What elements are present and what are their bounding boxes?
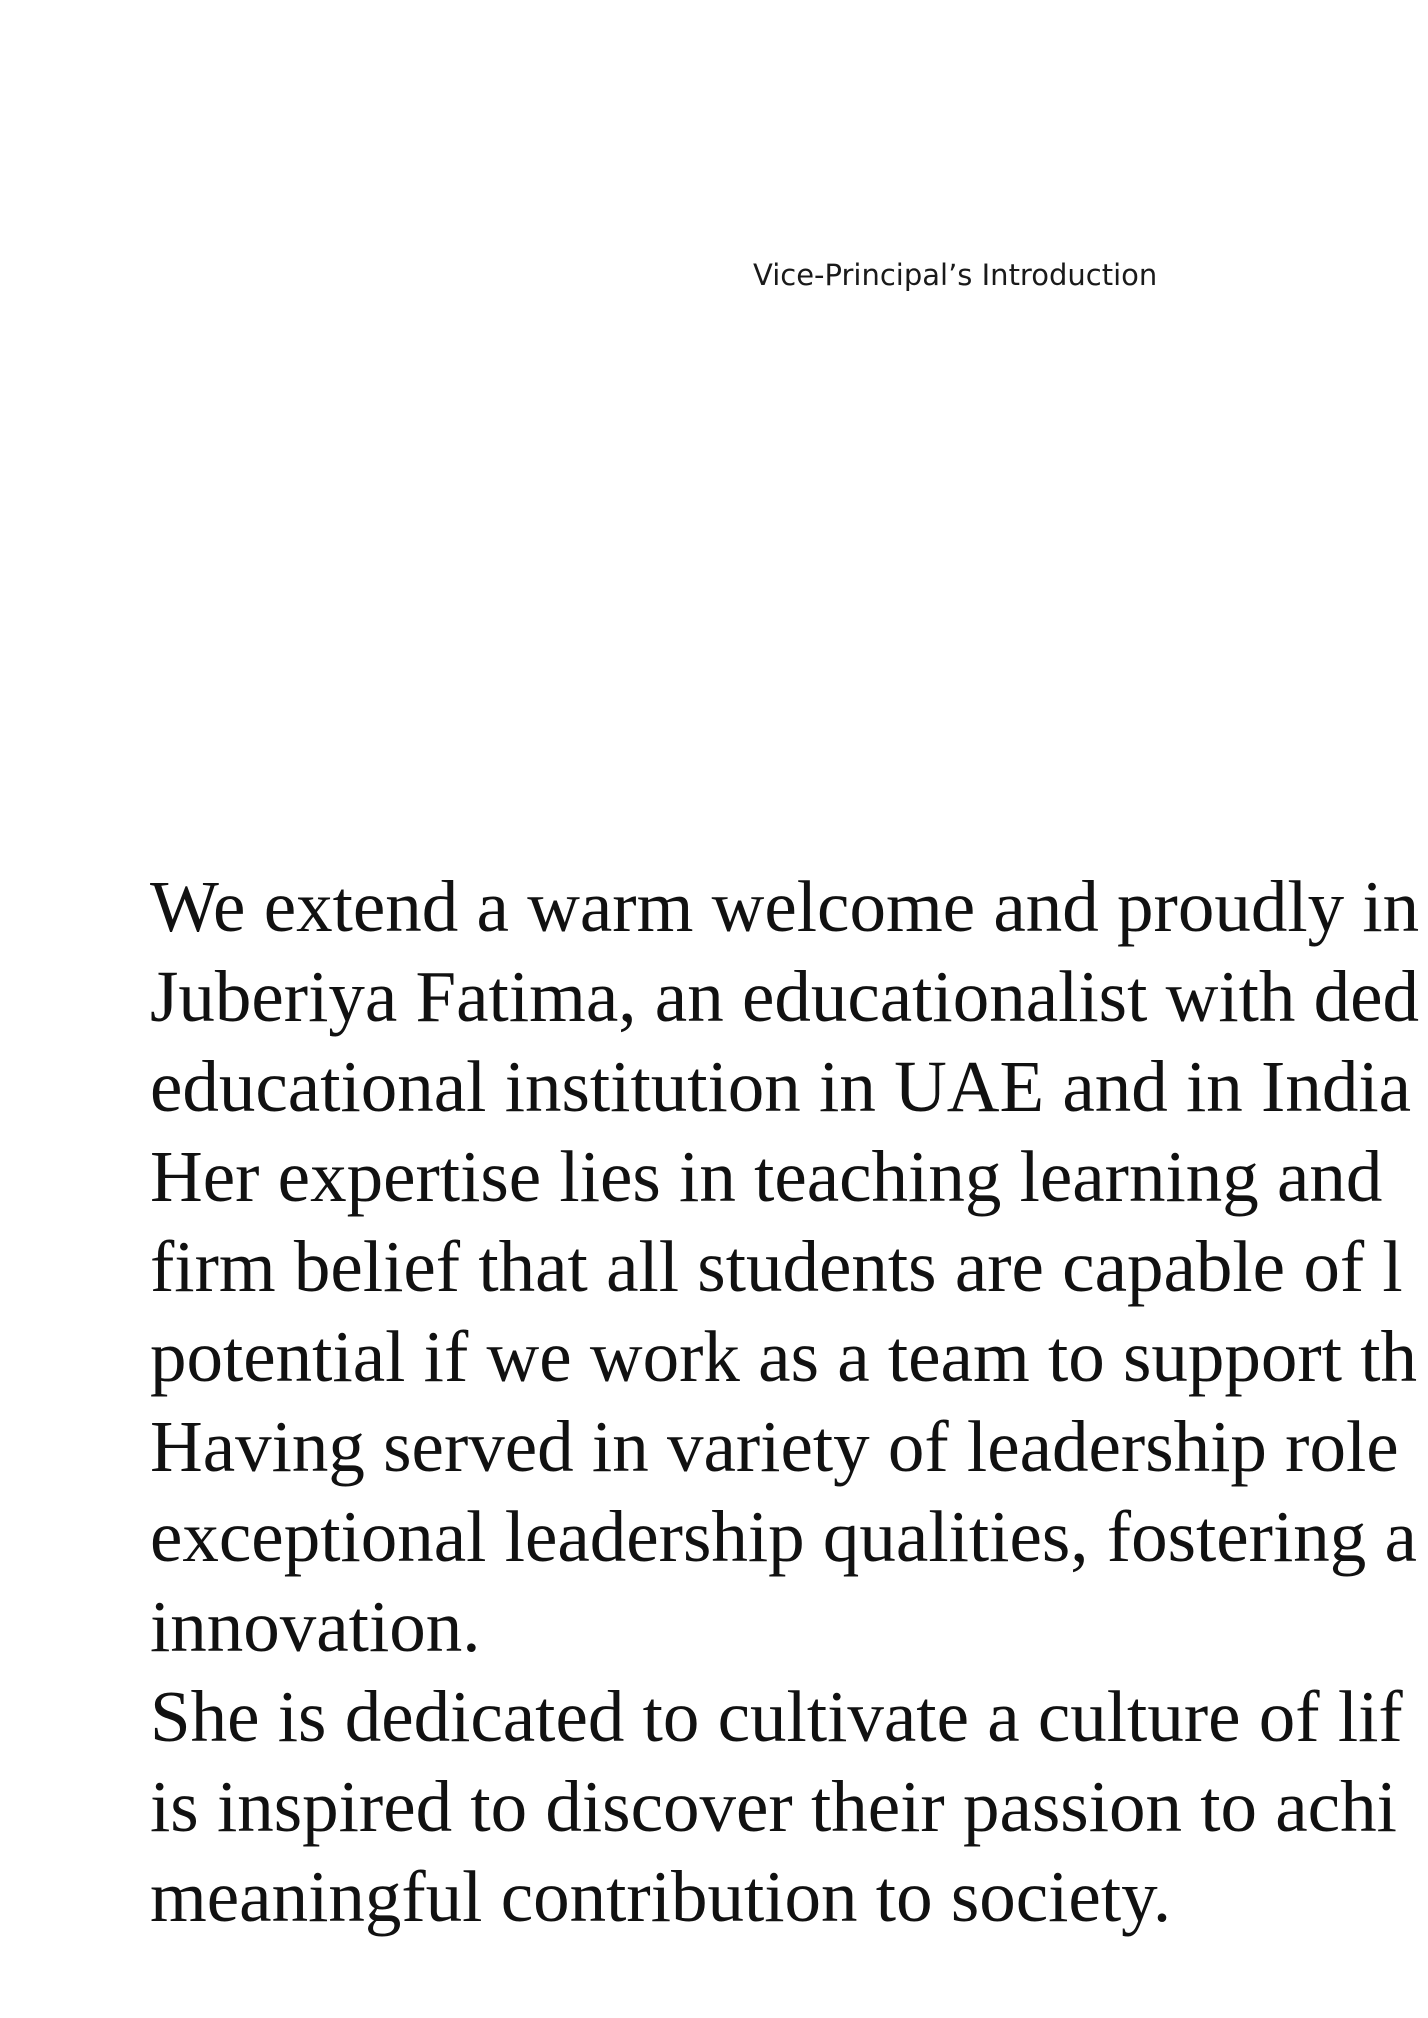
text-line: She is dedicated to cultivate a culture of lif <box>150 1676 1403 1757</box>
text-line: potential if we work as a team to support th <box>150 1316 1418 1397</box>
text-line: exceptional leadership qualities, fostering a <box>150 1496 1417 1577</box>
page-heading: Vice-Principal’s Introduction <box>753 258 1158 292</box>
text-line: We extend a warm welcome and proudly in <box>150 866 1420 947</box>
text-line: innovation. <box>150 1586 481 1667</box>
text-line: Her expertise lies in teaching learning and <box>150 1136 1383 1217</box>
text-line: is inspired to discover their passion to achi <box>150 1766 1397 1847</box>
text-line: Having served in variety of leadership role <box>150 1406 1399 1487</box>
text-line: educational institution in UAE and in India <box>150 1046 1412 1127</box>
introduction-text <box>150 862 1428 1942</box>
text-line: firm belief that all students are capable of l <box>150 1226 1403 1307</box>
text-line: meaningful contribution to society. <box>150 1856 1172 1937</box>
text-line: Juberiya Fatima, an educationalist with ded <box>150 956 1420 1037</box>
